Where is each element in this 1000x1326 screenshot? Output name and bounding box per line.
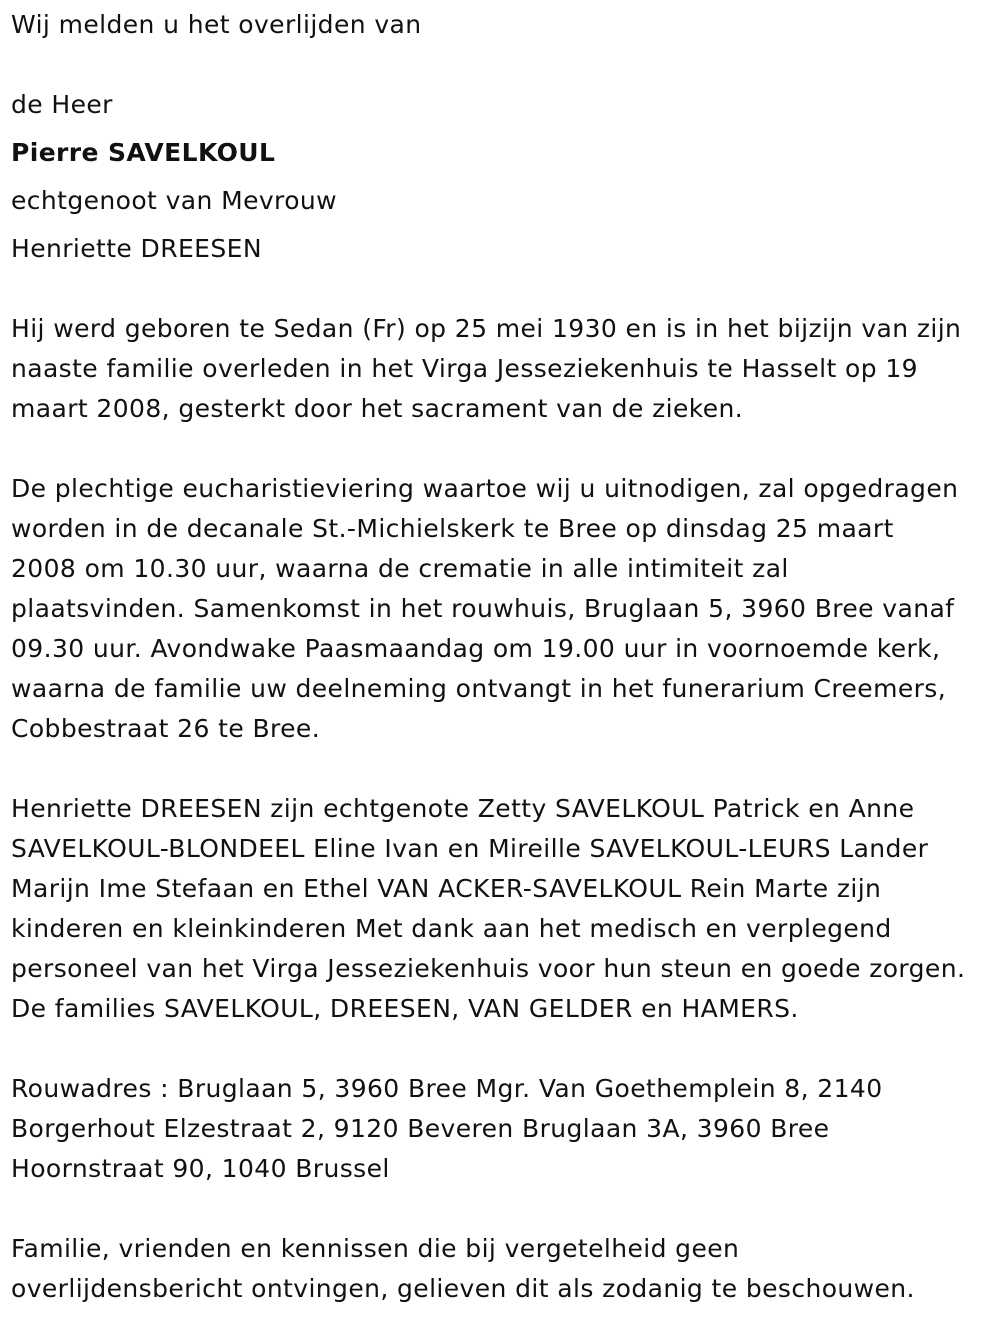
text-line: personeel van het Virga Jesseziekenhuis voor hun steun en goede zorgen.: [11, 954, 966, 983]
deceased-name: Pierre SAVELKOUL: [11, 138, 276, 167]
text-line: worden in de decanale St.-Michielskerk te Bree op dinsdag 25 maart: [11, 514, 894, 543]
text-line: Rouwadres : Bruglaan 5, 3960 Bree Mgr. Van Goethemplein 8, 2140: [11, 1074, 883, 1103]
spouse-name: Henriette DREESEN: [11, 234, 262, 263]
text-line: Cobbestraat 26 te Bree.: [11, 714, 321, 743]
text-line: waarna de familie uw deelneming ontvangt in het funerarium Creemers,: [11, 674, 947, 703]
intro-line: Wij melden u het overlijden van: [11, 10, 422, 39]
text-line: SAVELKOUL-BLONDEEL Eline Ivan en Mireille SAVELKOUL-LEURS Lander: [11, 834, 929, 863]
text-line: 09.30 uur. Avondwake Paasmaandag om 19.00 uur in voornoemde kerk,: [11, 634, 941, 663]
text-line: De families SAVELKOUL, DREESEN, VAN GELDER en HAMERS.: [11, 994, 799, 1023]
text-line: De plechtige eucharistieviering waartoe wij u uitnodigen, zal opgedragen: [11, 474, 959, 503]
text-line: maart 2008, gesterkt door het sacrament van de zieken.: [11, 394, 744, 423]
text-line: overlijdensbericht ontvingen, gelieven dit als zodanig te beschouwen.: [11, 1274, 915, 1303]
text-line: Hoornstraat 90, 1040 Brussel: [11, 1154, 390, 1183]
text-line: Marijn Ime Stefaan en Ethel VAN ACKER-SAVELKOUL Rein Marte zijn: [11, 874, 882, 903]
text-line: Hij werd geboren te Sedan (Fr) op 25 mei 1930 en is in het bijzijn van zijn: [11, 314, 962, 343]
ceremony-paragraph: [11, 469, 958, 749]
text-line: Familie, vrienden en kennissen die bij vergetelheid geen: [11, 1234, 740, 1263]
birth-death-paragraph: [11, 309, 961, 429]
closing-paragraph: [11, 1229, 915, 1309]
spouse-label: echtgenoot van Mevrouw: [11, 186, 337, 215]
text-line: naaste familie overleden in het Virga Jesseziekenhuis te Hasselt op 19: [11, 354, 918, 383]
honorific-title: de Heer: [11, 90, 113, 119]
mourning-address-paragraph: [11, 1069, 883, 1189]
text-line: kinderen en kleinkinderen Met dank aan het medisch en verplegend: [11, 914, 892, 943]
text-line: plaatsvinden. Samenkomst in het rouwhuis, Bruglaan 5, 3960 Bree vanaf: [11, 594, 955, 623]
text-line: Henriette DREESEN zijn echtgenote Zetty SAVELKOUL Patrick en Anne: [11, 794, 915, 823]
family-paragraph: [11, 789, 965, 1029]
text-line: Borgerhout Elzestraat 2, 9120 Beveren Bruglaan 3A, 3960 Bree: [11, 1114, 830, 1143]
text-line: 2008 om 10.30 uur, waarna de crematie in alle intimiteit zal: [11, 554, 789, 583]
